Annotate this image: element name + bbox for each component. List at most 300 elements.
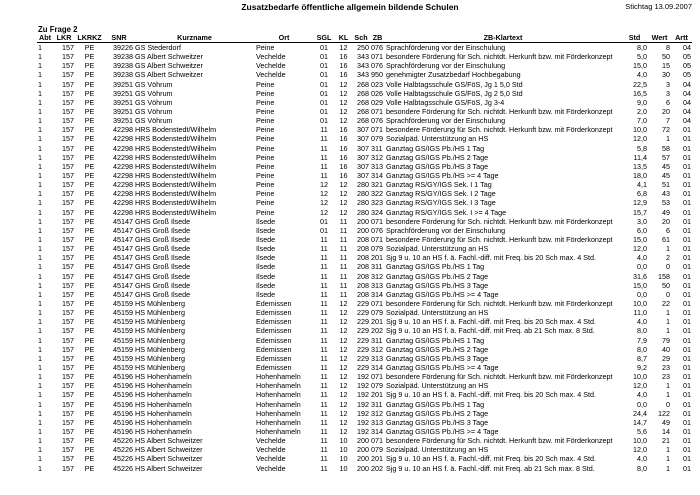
cell-sgl: 11	[320, 445, 328, 455]
cell-zb-klartext: Sprachförderung vor der Einschulung	[386, 225, 506, 235]
cell-sch: 192	[357, 399, 369, 409]
cell-ort: Hohenhameln	[256, 426, 301, 436]
cell-ort: Hohenhameln	[256, 381, 301, 391]
header-row	[37, 33, 692, 43]
cell-sch: 229	[357, 344, 369, 354]
cell-sch: 229	[357, 353, 369, 363]
cell-zb: 071	[371, 125, 383, 135]
cell-zb: 023	[371, 79, 383, 89]
cell-snr: 39238	[113, 61, 133, 71]
cell-wert: 1	[666, 317, 670, 327]
cell-artt: 01	[683, 408, 691, 418]
cell-snr: 42298	[113, 152, 133, 162]
cell-ort: Ilsede	[256, 216, 276, 226]
table-row	[37, 235, 692, 244]
cell-kl: 10	[339, 454, 348, 464]
cell-snr: 45196	[113, 426, 133, 436]
cell-kurzname: HRS Bodenstedt/Wilhelm	[135, 134, 217, 144]
cell-abt: 1	[38, 299, 42, 308]
cell-abt: 1	[38, 207, 42, 217]
cell-sch: 268	[357, 97, 369, 107]
cell-kl: 16	[339, 152, 348, 162]
cell-sgl: 11	[320, 253, 328, 263]
column-header-artt: Artt	[671, 33, 692, 43]
cell-snr: 45147	[113, 253, 133, 263]
cell-abt: 1	[38, 289, 42, 299]
cell-std: 15,0	[633, 280, 647, 290]
cell-wert: 0	[666, 262, 670, 272]
cell-zb-klartext: Volle Halbtagsschule GS/FöS, Jg 2 5,0 Std	[386, 88, 523, 98]
column-header-abt: Abt	[37, 33, 53, 43]
cell-sch: 307	[357, 152, 369, 162]
table-row	[37, 180, 692, 189]
cell-zb: 321	[371, 180, 383, 190]
cell-zb: 311	[371, 262, 383, 272]
cell-sgl: 11	[320, 408, 328, 418]
cell-lkrkz: PE	[84, 134, 95, 144]
cell-abt: 1	[38, 445, 42, 455]
cell-zb: 950	[371, 70, 383, 80]
cell-kl: 12	[339, 207, 348, 217]
cell-snr: 45159	[113, 308, 133, 318]
cell-ort: Ilsede	[256, 253, 276, 263]
table-row	[37, 198, 692, 207]
cell-zb: 201	[371, 454, 383, 464]
table-row	[37, 445, 692, 454]
cell-artt: 01	[683, 326, 691, 336]
cell-abt: 1	[38, 335, 42, 345]
cell-lkrkz: PE	[84, 61, 95, 71]
table-row	[37, 326, 692, 335]
cell-ort: Hohenhameln	[256, 417, 301, 427]
cell-artt: 01	[683, 390, 691, 400]
cell-artt: 01	[683, 372, 691, 382]
cell-snr: 42298	[113, 134, 133, 144]
cell-abt: 1	[38, 381, 42, 391]
cell-ort: Hohenhameln	[256, 399, 301, 409]
cell-sgl: 11	[320, 152, 328, 162]
cell-std: 13,5	[633, 161, 647, 171]
cell-snr: 42298	[113, 207, 133, 217]
cell-kurzname: HRS Bodenstedt/Wilhelm	[135, 161, 217, 171]
cell-kl: 12	[339, 408, 348, 418]
cell-sch: 343	[357, 61, 369, 71]
cell-artt: 01	[683, 353, 691, 363]
cell-lkr: 157	[62, 353, 74, 363]
column-header-snr: SNR	[104, 33, 134, 43]
cell-abt: 1	[38, 161, 42, 171]
cell-sch: 200	[357, 436, 369, 446]
zusatzbedarf-table	[37, 33, 692, 473]
cell-kurzname: GS Stederdorf	[135, 43, 181, 53]
cell-kurzname: HS Albert Schweitzer	[135, 454, 203, 464]
cell-zb-klartext: Ganztag GS/IGS Pb./HS >= 4 Tage	[386, 362, 499, 372]
cell-artt: 04	[683, 107, 691, 117]
cell-zb: 079	[371, 134, 383, 144]
cell-kl: 16	[339, 143, 348, 153]
cell-lkr: 157	[62, 161, 74, 171]
cell-zb: 071	[371, 216, 383, 226]
cell-snr: 39251	[113, 88, 133, 98]
column-header-sgl: SGL	[313, 33, 335, 43]
cell-lkrkz: PE	[84, 426, 95, 436]
cell-sgl: 12	[320, 198, 328, 208]
cell-snr: 45147	[113, 244, 133, 254]
cell-sgl: 01	[320, 97, 328, 107]
cell-artt: 04	[683, 116, 691, 126]
cell-wert: 20	[662, 216, 670, 226]
cell-wert: 1	[666, 445, 670, 455]
column-header-ort: Ort	[255, 33, 313, 43]
cell-zb-klartext: Ganztag GS/IGS Pb./HS 3 Tage	[386, 280, 489, 290]
cell-sch: 229	[357, 299, 369, 308]
cell-wert: 6	[666, 225, 670, 235]
cell-lkr: 157	[62, 335, 74, 345]
cell-kl: 16	[339, 70, 348, 80]
cell-zb: 201	[371, 317, 383, 327]
table-row	[37, 363, 692, 372]
cell-artt: 05	[683, 70, 691, 80]
cell-zb: 071	[371, 436, 383, 446]
cell-lkr: 157	[62, 70, 74, 80]
cell-artt: 01	[683, 189, 691, 199]
cell-wert: 6	[666, 97, 670, 107]
table-row	[37, 80, 692, 89]
cell-sgl: 11	[320, 353, 328, 363]
cell-lkrkz: PE	[84, 326, 95, 336]
cell-kl: 12	[339, 308, 348, 318]
cell-std: 10,0	[633, 372, 647, 382]
cell-artt: 01	[683, 198, 691, 208]
cell-lkrkz: PE	[84, 97, 95, 107]
cell-lkr: 157	[62, 280, 74, 290]
cell-kl: 16	[339, 171, 348, 181]
cell-kurzname: GS Vöhrum	[135, 97, 173, 107]
table-row	[37, 208, 692, 217]
cell-lkrkz: PE	[84, 189, 95, 199]
cell-std: 9,0	[637, 97, 647, 107]
cell-lkrkz: PE	[84, 70, 95, 80]
cell-abt: 1	[38, 70, 42, 80]
cell-artt: 04	[683, 97, 691, 107]
cell-snr: 45147	[113, 225, 133, 235]
cell-abt: 1	[38, 152, 42, 162]
cell-wert: 61	[662, 235, 670, 245]
cell-kurzname: GHS Groß Ilsede	[135, 225, 191, 235]
cell-lkrkz: PE	[84, 171, 95, 181]
cell-ort: Edemissen	[256, 308, 292, 318]
cell-sch: 268	[357, 88, 369, 98]
cell-kurzname: HRS Bodenstedt/Wilhelm	[135, 143, 217, 153]
cell-sch: 307	[357, 143, 369, 153]
cell-kurzname: HS Mühlenberg	[135, 335, 185, 345]
cell-ort: Edemissen	[256, 317, 292, 327]
cell-snr: 42298	[113, 198, 133, 208]
cell-zb-klartext: Sjg 9 u. 10 an HS f. ä. Fachl.-diff. mit Freq. ab 21 Sch max. 8 Std.	[386, 326, 595, 336]
cell-zb-klartext: Ganztag RS/GY/IGS Sek. I 3 Tage	[386, 198, 496, 208]
cell-lkr: 157	[62, 454, 74, 464]
stichtag-date: Stichtag 13.09.2007	[625, 2, 692, 11]
cell-snr: 45196	[113, 381, 133, 391]
cell-kl: 12	[339, 362, 348, 372]
cell-zb-klartext: Ganztag GS/IGS Pb./HS 2 Tage	[386, 152, 489, 162]
cell-sgl: 11	[320, 326, 328, 336]
cell-sch: 280	[357, 189, 369, 199]
cell-sgl: 01	[320, 43, 328, 53]
table-row	[37, 336, 692, 345]
cell-sgl: 01	[320, 61, 328, 71]
cell-zb-klartext: Sozialpäd. Unterstützung an HS	[386, 244, 489, 254]
cell-std: 5,8	[637, 143, 647, 153]
cell-wert: 51	[662, 180, 670, 190]
cell-lkr: 157	[62, 399, 74, 409]
cell-wert: 79	[662, 335, 670, 345]
cell-sgl: 11	[320, 335, 328, 345]
cell-kurzname: HS Hohenhameln	[135, 426, 192, 436]
cell-sch: 268	[357, 116, 369, 126]
cell-std: 22,5	[633, 79, 647, 89]
cell-kurzname: GS Vöhrum	[135, 79, 173, 89]
cell-wert: 122	[658, 408, 670, 418]
table-row	[37, 153, 692, 162]
cell-sgl: 11	[320, 372, 328, 382]
cell-sgl: 01	[320, 107, 328, 117]
cell-lkr: 157	[62, 381, 74, 391]
cell-sgl: 11	[320, 426, 328, 436]
cell-kurzname: HS Mühlenberg	[135, 344, 185, 354]
cell-snr: 39251	[113, 116, 133, 126]
table-row	[37, 162, 692, 171]
cell-lkr: 157	[62, 317, 74, 327]
cell-std: 12,0	[633, 244, 647, 254]
column-header-lkrkz: LKRKZ	[75, 33, 104, 43]
cell-kurzname: GS Vöhrum	[135, 116, 173, 126]
cell-lkr: 157	[62, 299, 74, 308]
cell-abt: 1	[38, 326, 42, 336]
cell-lkr: 157	[62, 463, 74, 473]
cell-ort: Vechelde	[256, 445, 286, 455]
cell-sgl: 11	[320, 171, 328, 181]
cell-artt: 01	[683, 344, 691, 354]
cell-kurzname: HS Albert Schweitzer	[135, 463, 203, 473]
cell-lkr: 157	[62, 43, 74, 53]
table-row	[37, 253, 692, 262]
cell-ort: Peine	[256, 97, 275, 107]
cell-zb: 313	[371, 280, 383, 290]
cell-kl: 12	[339, 180, 348, 190]
cell-ort: Peine	[256, 143, 275, 153]
cell-snr: 45159	[113, 344, 133, 354]
cell-zb-klartext: Ganztag GS/IGS Pb./HS 1 Tag	[386, 335, 485, 345]
cell-lkr: 157	[62, 308, 74, 318]
cell-zb-klartext: Sozialpäd. Unterstützung an HS	[386, 445, 489, 455]
cell-zb-klartext: Sjg 9 u. 10 an HS f. ä. Fachl.-diff. mit Freq. bis 20 Sch max. 4 Std.	[386, 390, 596, 400]
cell-sch: 208	[357, 235, 369, 245]
cell-lkr: 157	[62, 107, 74, 117]
table-row	[37, 70, 692, 79]
cell-std: 10,0	[633, 299, 647, 308]
cell-zb: 313	[371, 161, 383, 171]
cell-lkrkz: PE	[84, 125, 95, 135]
cell-ort: Edemissen	[256, 335, 292, 345]
cell-lkr: 157	[62, 125, 74, 135]
cell-kurzname: HS Hohenhameln	[135, 408, 192, 418]
cell-snr: 45147	[113, 262, 133, 272]
cell-lkrkz: PE	[84, 280, 95, 290]
cell-kl: 12	[339, 417, 348, 427]
cell-kl: 12	[339, 43, 348, 53]
cell-abt: 1	[38, 143, 42, 153]
cell-zb-klartext: Ganztag GS/IGS Pb./HS 2 Tage	[386, 271, 489, 281]
cell-zb-klartext: Sprachförderung vor der Einschulung	[386, 61, 506, 71]
cell-sgl: 11	[320, 299, 328, 308]
cell-lkr: 157	[62, 189, 74, 199]
cell-abt: 1	[38, 390, 42, 400]
cell-snr: 45159	[113, 299, 133, 308]
cell-std: 31,6	[633, 271, 647, 281]
cell-zb-klartext: Sprachförderung vor der Einschulung	[386, 116, 506, 126]
cell-wert: 3	[666, 88, 670, 98]
cell-abt: 1	[38, 198, 42, 208]
cell-kl: 16	[339, 61, 348, 71]
cell-std: 4,1	[637, 180, 647, 190]
cell-ort: Ilsede	[256, 244, 276, 254]
cell-ort: Vechelde	[256, 70, 286, 80]
cell-std: 8,0	[637, 43, 647, 53]
cell-lkrkz: PE	[84, 271, 95, 281]
table-row	[37, 107, 692, 116]
cell-ort: Peine	[256, 207, 275, 217]
cell-sgl: 11	[320, 390, 328, 400]
cell-kurzname: HS Hohenhameln	[135, 417, 192, 427]
cell-zb: 312	[371, 408, 383, 418]
cell-lkrkz: PE	[84, 299, 95, 308]
cell-snr: 39238	[113, 70, 133, 80]
cell-lkrkz: PE	[84, 372, 95, 382]
cell-lkr: 157	[62, 207, 74, 217]
cell-snr: 42298	[113, 125, 133, 135]
cell-zb-klartext: Ganztag GS/IGS Pb./HS >= 4 Tage	[386, 289, 499, 299]
cell-artt: 01	[683, 299, 691, 308]
table-row	[37, 61, 692, 70]
cell-zb: 313	[371, 417, 383, 427]
cell-ort: Peine	[256, 116, 275, 126]
cell-lkr: 157	[62, 152, 74, 162]
cell-lkr: 157	[62, 244, 74, 254]
cell-std: 15,0	[633, 61, 647, 71]
table-row	[37, 381, 692, 390]
cell-zb: 029	[371, 97, 383, 107]
cell-artt: 01	[683, 262, 691, 272]
cell-wert: 40	[662, 344, 670, 354]
cell-kurzname: GHS Groß Ilsede	[135, 235, 191, 245]
cell-lkrkz: PE	[84, 463, 95, 473]
cell-kurzname: HRS Bodenstedt/Wilhelm	[135, 207, 217, 217]
cell-zb-klartext: Ganztag GS/IGS Pb./HS >= 4 Tage	[386, 426, 499, 436]
cell-lkrkz: PE	[84, 161, 95, 171]
cell-wert: 1	[666, 390, 670, 400]
table-row	[37, 134, 692, 143]
cell-lkrkz: PE	[84, 107, 95, 117]
cell-ort: Vechelde	[256, 454, 286, 464]
cell-zb: 312	[371, 344, 383, 354]
cell-snr: 45159	[113, 326, 133, 336]
cell-kl: 12	[339, 344, 348, 354]
cell-zb: 311	[371, 335, 383, 345]
cell-zb-klartext: Volle Halbtagsschule GS/FöS, Jg 1 5,0 Std	[386, 79, 523, 89]
cell-abt: 1	[38, 125, 42, 135]
table-row	[37, 390, 692, 399]
cell-wert: 49	[662, 207, 670, 217]
table-row	[37, 189, 692, 198]
cell-wert: 158	[658, 271, 670, 281]
cell-lkrkz: PE	[84, 180, 95, 190]
cell-kl: 12	[339, 79, 348, 89]
cell-wert: 30	[662, 70, 670, 80]
cell-sch: 200	[357, 454, 369, 464]
cell-wert: 72	[662, 125, 670, 135]
section-label: Zu Frage 2	[38, 25, 78, 34]
cell-snr: 42298	[113, 180, 133, 190]
cell-artt: 01	[683, 225, 691, 235]
cell-zb: 076	[371, 225, 383, 235]
cell-lkr: 157	[62, 61, 74, 71]
table-row	[37, 436, 692, 445]
cell-wert: 22	[662, 299, 670, 308]
cell-lkr: 157	[62, 134, 74, 144]
cell-kurzname: GS Albert Schweitzer	[135, 70, 203, 80]
cell-zb-klartext: Sozialpäd. Unterstützung an HS	[386, 308, 489, 318]
cell-zb: 314	[371, 426, 383, 436]
cell-wert: 1	[666, 463, 670, 473]
cell-kl: 12	[339, 198, 348, 208]
cell-snr: 45226	[113, 454, 133, 464]
table-row	[37, 98, 692, 107]
cell-sgl: 11	[320, 125, 328, 135]
cell-sch: 307	[357, 161, 369, 171]
cell-std: 8,0	[637, 344, 647, 354]
cell-kl: 16	[339, 134, 348, 144]
cell-kl: 12	[339, 381, 348, 391]
cell-lkrkz: PE	[84, 308, 95, 318]
cell-kl: 12	[339, 317, 348, 327]
cell-abt: 1	[38, 171, 42, 181]
cell-std: 12,0	[633, 134, 647, 144]
cell-snr: 45196	[113, 390, 133, 400]
cell-abt: 1	[38, 134, 42, 144]
cell-lkr: 157	[62, 326, 74, 336]
cell-wert: 45	[662, 161, 670, 171]
cell-sgl: 11	[320, 317, 328, 327]
cell-zb: 076	[371, 61, 383, 71]
cell-lkrkz: PE	[84, 445, 95, 455]
cell-abt: 1	[38, 317, 42, 327]
cell-kurzname: GS Vöhrum	[135, 88, 173, 98]
cell-artt: 01	[683, 271, 691, 281]
cell-zb-klartext: Ganztag RS/GY/IGS Sek. I 1 Tag	[386, 180, 492, 190]
cell-sch: 192	[357, 426, 369, 436]
cell-abt: 1	[38, 43, 42, 53]
cell-lkr: 157	[62, 426, 74, 436]
cell-kurzname: HS Hohenhameln	[135, 390, 192, 400]
cell-sch: 192	[357, 417, 369, 427]
cell-ort: Peine	[256, 107, 275, 117]
cell-kurzname: HS Mühlenberg	[135, 326, 185, 336]
cell-kl: 12	[339, 107, 348, 117]
cell-zb-klartext: besondere Förderung für Sch. nichtdt. Herkunft bzw. mit Förderkonzept	[386, 125, 613, 135]
cell-kl: 11	[339, 271, 348, 281]
cell-sgl: 11	[320, 271, 328, 281]
